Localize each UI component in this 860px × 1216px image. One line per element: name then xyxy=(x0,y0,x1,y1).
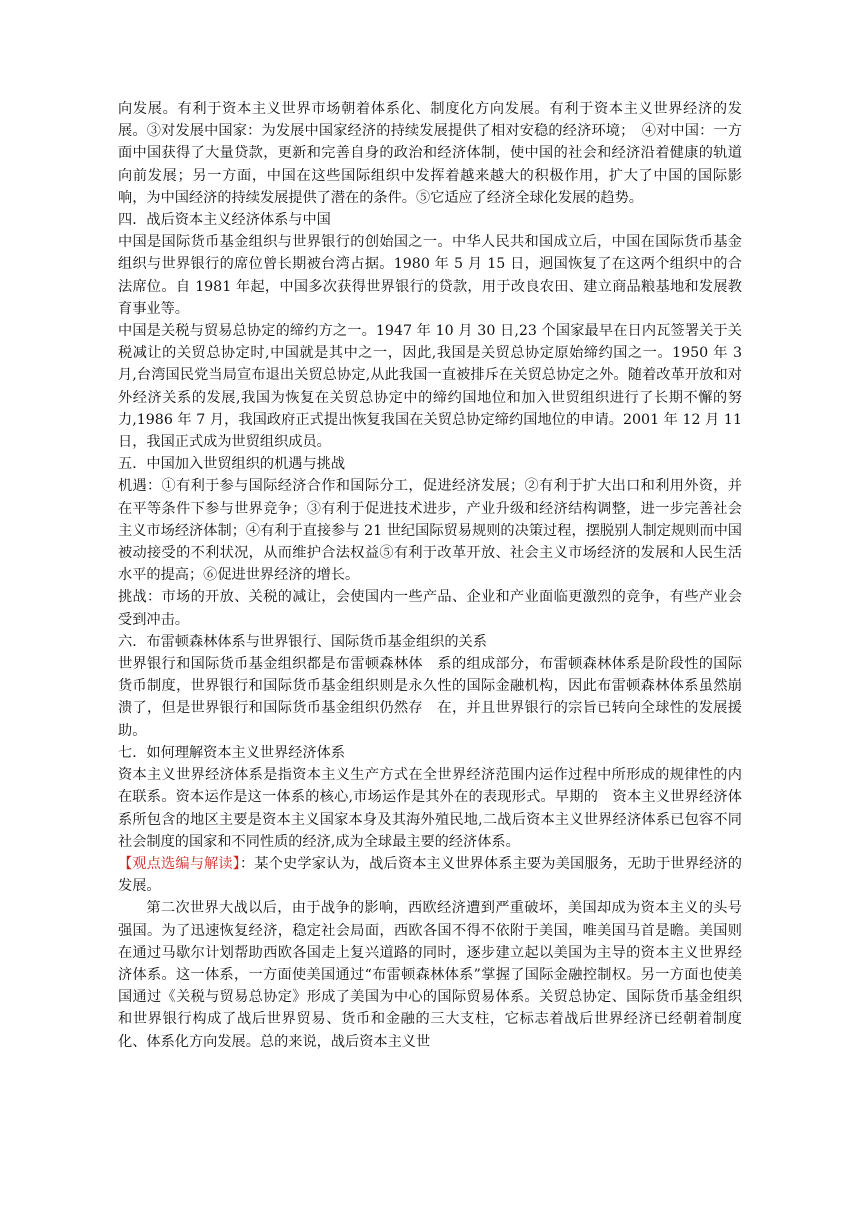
paragraph-significance-continued: 向发展。有利于资本主义世界市场朝着体系化、制度化方向发展。有利于资本主义世界经济的发展。③对发展中国家：为发展中国家经济的持续发展提供了相对安稳的经济环境； ④对中国：一方面中国获得了大量贷款，更新和完善自身的政治和经济体制，使中国的社会和经济沿着健康的轨道向前发展；另一方面，中国在这些国际组织中发挥着越来越大的积极作用，扩大了中国的国际影响，为中国经济的持续发展提供了潜在的条件。⑤它适应了经济全球化发展的趋势。 xyxy=(118,101,742,206)
paragraph-imf-world-bank-china: 中国是国际货币基金组织与世界银行的创始国之一。中华人民共和国成立后，中国在国际货币基金组织与世界银行的席位曾长期被台湾占据。1980 年 5 月 15 日，迥国恢复了在这两个组织中的合法席位。自 1981 年起，中国多次获得世界银行的贷款，用于改良农田、建立商品粮基地和发展教育事业等。 xyxy=(118,234,742,317)
heading-section-6: 六．布雷顿森林体系与世界银行、国际货币基金组织的关系 xyxy=(118,633,487,650)
viewpoint-label: 【观点选编与解读】 xyxy=(118,855,241,872)
document-page xyxy=(118,98,742,1053)
viewpoint-text: ：某个史学家认为，战后资本主义世界体系主要为美国服务，无助于世界经济的发展。 xyxy=(118,855,742,895)
paragraph-postwar-analysis: 第二次世界大战以后，由于战争的影响，西欧经济遭到严重破坏，美国却成为资本主义的头号强国。为了迅速恢复经济，稳定社会局面，西欧各国不得不依附于美国，唯美国马首是瞻。美国则在通过马歇尔计划帮助西欧各国走上复兴道路的同时，逐步建立起以美国为主导的资本主义世界经济体系。这一体系，一方面使美国通过“布雷顿森林体系”掌握了国际金融控制权。另一方面也使美国通过《关税与贸易总协定》形成了美国为中心的国际贸易体系。关贸总协定、国际货币基金组织和世界银行构成了战后世界贸易、货币和金融的三大支柱，它标志着战后世界经济已经朝着制度化、体系化方向发展。总的来说，战后资本主义世 xyxy=(118,900,742,1050)
paragraph-gatt-china: 中国是关税与贸易总协定的缔约方之一。1947 年 10 月 30 日,23 个国家最早在日内瓦签署关于关税减让的关贸总协定时,中国就是其中之一，因此,我国是关贸总协定原始缔约国之一。1950 年 3 月,台湾国民党当局宣布退出关贸总协定,从此我国一直被排斥在关贸总协定之外。随着改革开放和对外经济关系的发展,我国为恢复在关贸总协定中的缔约国地位和加入世贸组织进行了长期不懈的努力,1986 年 7 月，我国政府正式提出恢复我国在关贸总协定缔约国地位的申请。2001 年 12 月 11 日，我国正式成为世贸组织成员。 xyxy=(118,323,742,451)
paragraph-bretton-woods-relation: 世界银行和国际货币基金组织都是布雷顿森林体 系的组成部分，布雷顿森林体系是阶段性的国际货币制度，世界银行和国际货币基金组织则是永久性的国际金融机构，因此布雷顿森林体系虽然崩溃了，但是世界银行和国际货币基金组织仍然存 在，并且世界银行的宗旨已转向全球性的发展援助。 xyxy=(118,656,742,739)
paragraph-opportunities: 机遇：①有利于参与国际经济合作和国际分工，促进经济发展；②有利于扩大出口和利用外资，并在平等条件下参与世界竞争；③有利于促进技术进步，产业升级和经济结构调整，进一步完善社会主义市场经济体制；④有利于直接参与 21 世纪国际贸易规则的决策过程，摆脱别人制定规则而中国被动接受的不利状况，从而维护合法权益⑤有利于改革开放、社会主义市场经济的发展和人民生活水平的提高；⑥促进世界经济的增长。 xyxy=(118,478,742,584)
heading-section-5: 五．中国加入世贸组织的机遇与挑战 xyxy=(118,456,346,473)
paragraph-viewpoint xyxy=(118,853,742,897)
heading-section-4: 四．战后资本主义经济体系与中国 xyxy=(118,212,331,229)
heading-section-7: 七．如何理解资本主义世界经济体系 xyxy=(118,744,346,761)
paragraph-challenges: 挑战：市场的开放、关税的减让，会使国内一些产品、企业和产业面临更激烈的竞争，有些产业会受到冲击。 xyxy=(118,589,742,628)
paragraph-world-economic-system: 资本主义世界经济体系是指资本主义生产方式在全世界经济范围内运作过程中所形成的规律性的内在联系。资本运作是这一体系的核心,市场运作是其外在的表现形式。早期的 资本主义世界经济体系所包含的地区主要是资本主义国家本身及其海外殖民地,二战后资本主义世界经济体系已包容不同社会制度的国家和不同性质的经济,成为全球最主要的经济体系。 xyxy=(118,767,742,850)
